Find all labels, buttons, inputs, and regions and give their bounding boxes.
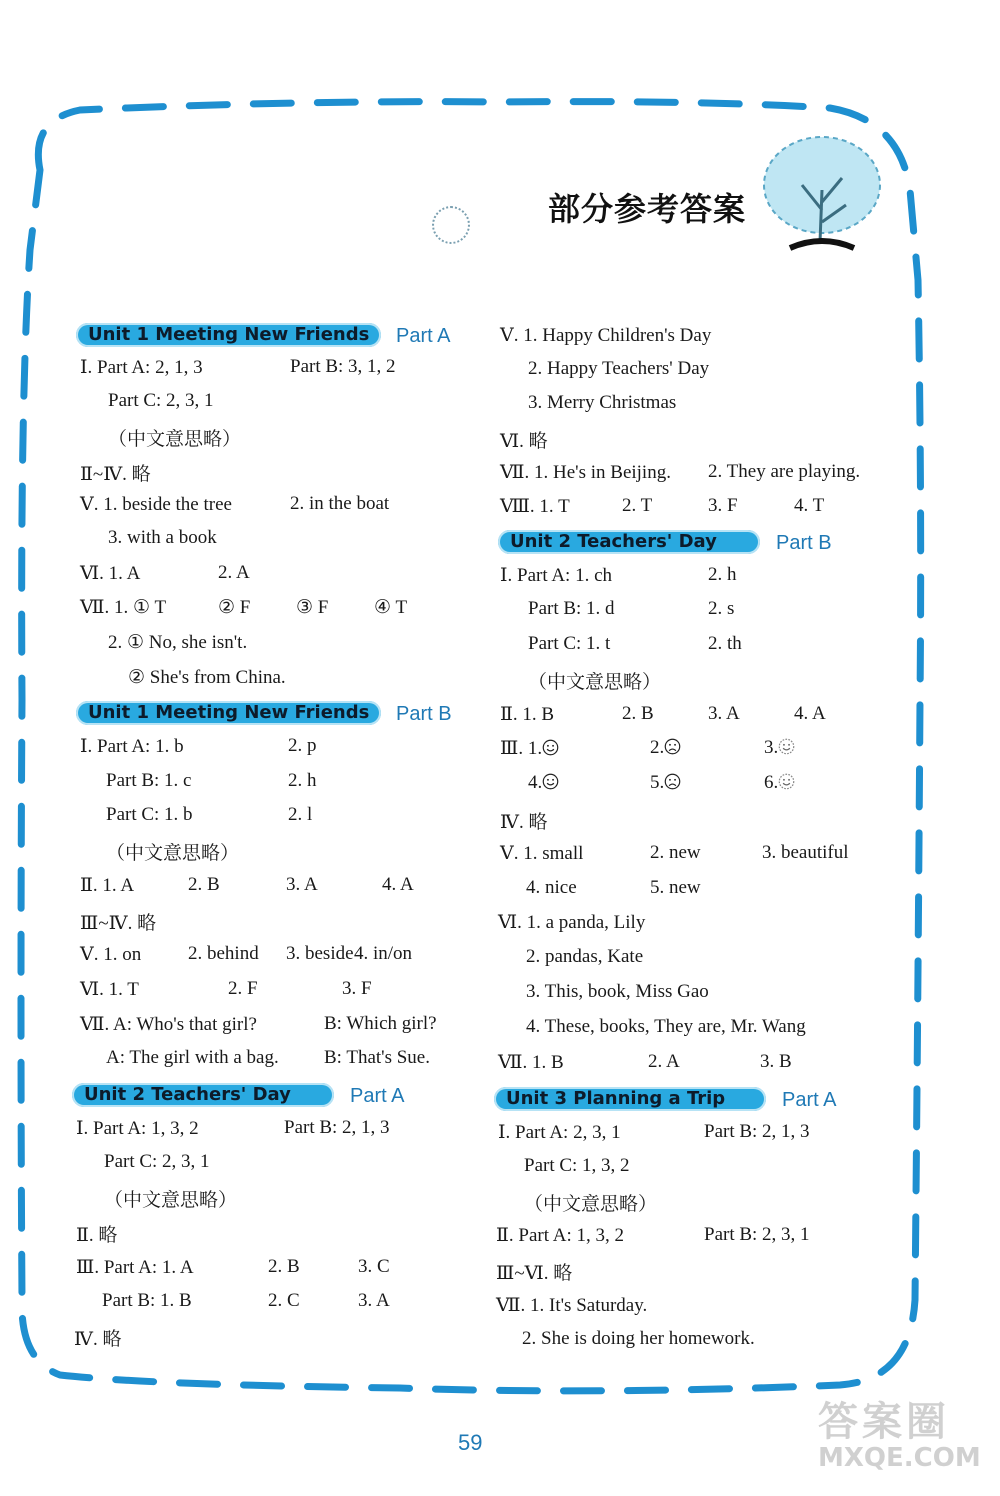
answer-line: 5. new	[650, 877, 701, 898]
answer-line: Ⅴ. 1. on	[80, 944, 142, 965]
answer-line: Part B: 2, 1, 3	[284, 1117, 390, 1138]
answer-line: 2. l	[288, 804, 313, 825]
answer-line: 4. A	[382, 874, 414, 895]
answer-line	[528, 772, 559, 794]
answer-label: Ⅲ. 1.	[500, 738, 543, 759]
answer-line: Part C: 1. b	[106, 804, 193, 825]
answer-line: Part C: 2, 3, 1	[108, 390, 214, 411]
happy-face-icon	[778, 773, 795, 790]
answer-line: 2. in the boat	[290, 493, 390, 514]
answer-line: Part B: 1. B	[102, 1290, 192, 1311]
answer-line: Part B: 2, 3, 1	[704, 1224, 810, 1245]
answer-line: Part C: 1. t	[528, 633, 611, 654]
answer-line	[650, 737, 681, 759]
happy-face-icon	[542, 773, 559, 790]
unit-banner-label: Unit 2 Teachers' Day	[510, 531, 717, 552]
answer-line: Ⅳ. 略	[500, 812, 548, 833]
answer-line: ④ T	[374, 597, 408, 618]
answer-line: 2. th	[708, 633, 742, 654]
unit-banner-label: Unit 3 Planning a Trip	[506, 1088, 726, 1109]
answer-line	[500, 737, 559, 760]
answer-line: Ⅶ. A: Who's that girl?	[80, 1014, 257, 1035]
answer-line: Ⅵ. 略	[500, 431, 548, 452]
answer-line: （中文意思略）	[528, 672, 662, 693]
answer-line: Ⅵ. 1. a panda, Lily	[498, 912, 646, 933]
unit-banner	[72, 1083, 334, 1107]
answer-line: 2. s	[708, 598, 735, 619]
unit-banner	[76, 701, 381, 725]
answer-line: 4. A	[794, 703, 826, 724]
answer-line: 2. T	[622, 495, 653, 516]
answer-line: 4. nice	[526, 877, 577, 898]
page-number: 59	[458, 1430, 483, 1455]
answer-line: Ⅶ. 1. He's in Beijing.	[500, 462, 671, 483]
answer-line: Ⅰ. Part A: 1, 3, 2	[76, 1118, 199, 1139]
answer-line: 3. This, book, Miss Gao	[526, 981, 709, 1002]
sad-face-icon	[664, 738, 681, 755]
answer-line: 3. Merry Christmas	[528, 392, 677, 413]
unit-banner	[498, 530, 760, 554]
part-label: Part B	[396, 703, 452, 725]
answer-line: 4. These, books, They are, Mr. Wang	[526, 1016, 806, 1037]
answer-line: ③ F	[296, 597, 329, 618]
answer-line: （中文意思略）	[108, 429, 242, 450]
answer-line: Ⅴ. 1. Happy Children's Day	[500, 325, 712, 346]
answer-line: 3. B	[760, 1051, 792, 1072]
unit-banner-label: Unit 2 Teachers' Day	[84, 1084, 291, 1105]
answer-line: 2. ① No, she isn't.	[108, 632, 248, 653]
tree-illustration-icon	[742, 130, 892, 260]
answer-line: Part C: 1, 3, 2	[524, 1155, 630, 1176]
answer-line: Ⅳ. 略	[74, 1329, 122, 1350]
answer-line: Ⅵ. 1. A	[80, 563, 141, 584]
answer-line: 3. C	[358, 1256, 390, 1277]
answer-line	[764, 737, 795, 759]
answer-label: 3.	[764, 737, 779, 758]
answer-line	[764, 772, 795, 794]
answer-line: 3. A	[358, 1290, 390, 1311]
answer-label: 4.	[528, 772, 543, 793]
answer-line: Ⅴ. 1. small	[500, 843, 584, 864]
answer-line: （中文意思略）	[524, 1194, 658, 1215]
unit-banner-label: Unit 1 Meeting New Friends	[88, 702, 370, 723]
answer-line: ② She's from China.	[128, 667, 286, 688]
answer-line: 2. B	[268, 1256, 300, 1277]
watermark	[818, 1390, 981, 1473]
answer-line: 2. C	[268, 1290, 300, 1311]
unit-banner-label: Unit 1 Meeting New Friends	[88, 324, 370, 345]
answer-line: Ⅲ. Part A: 1. A	[76, 1257, 194, 1278]
unit-banner	[494, 1087, 766, 1111]
answer-line: 2. F	[228, 978, 258, 999]
answer-line: 2. B	[188, 874, 220, 895]
answer-line: Ⅰ. Part A: 1. b	[80, 736, 184, 757]
sad-face-icon	[664, 773, 681, 790]
watermark-url: MXQE.COM	[818, 1443, 981, 1473]
answer-line: 3. beside	[286, 943, 354, 964]
answer-line: Ⅴ. 1. beside the tree	[80, 494, 232, 515]
answer-line: 2. A	[648, 1051, 680, 1072]
answer-line: 2. h	[288, 770, 317, 791]
answer-label: 2.	[650, 737, 665, 758]
answer-line: Ⅰ. Part A: 1. ch	[500, 565, 612, 586]
answer-line: 2. h	[708, 564, 737, 585]
part-label: Part A	[782, 1089, 837, 1111]
answer-line: 2. A	[218, 562, 250, 583]
answer-line: B: Which girl?	[324, 1013, 437, 1034]
answer-line: 4. in/on	[354, 943, 413, 964]
dotted-circle-decoration	[432, 206, 470, 244]
answer-line: 3. with a book	[108, 527, 217, 548]
answer-line: Ⅶ. 1. ① T	[80, 597, 167, 618]
happy-face-icon	[778, 738, 795, 755]
answer-line: Ⅱ. 1. A	[80, 875, 135, 896]
answer-line: 3. F	[342, 978, 372, 999]
answer-line: （中文意思略）	[106, 843, 240, 864]
answer-line: Ⅱ~Ⅳ. 略	[80, 464, 151, 485]
answer-line: ② F	[218, 597, 251, 618]
part-label: Part A	[396, 325, 451, 347]
answer-line: Ⅱ. Part A: 1, 3, 2	[496, 1225, 624, 1246]
answer-line: 2. B	[622, 703, 654, 724]
answer-line: Part B: 3, 1, 2	[290, 356, 396, 377]
page-title: 部分参考答案	[548, 190, 747, 228]
answer-line: Ⅲ~Ⅳ. 略	[80, 913, 157, 934]
answer-line: B: That's Sue.	[324, 1047, 430, 1068]
answer-line: Part B: 1. d	[528, 598, 615, 619]
answer-line: Ⅷ. 1. T	[500, 496, 570, 517]
answer-line: 3. A	[708, 703, 740, 724]
answer-line: Ⅱ. 1. B	[500, 704, 555, 725]
answer-line: 2. Happy Teachers' Day	[528, 358, 710, 379]
answer-line: A: The girl with a bag.	[106, 1047, 279, 1068]
answer-line: Part C: 2, 3, 1	[104, 1151, 210, 1172]
answer-line: 2. new	[650, 842, 701, 863]
answer-line: 2. She is doing her homework.	[522, 1328, 755, 1349]
answer-line: 3. A	[286, 874, 318, 895]
answer-line: Ⅰ. Part A: 2, 3, 1	[498, 1122, 621, 1143]
answer-line: Ⅲ~Ⅵ. 略	[496, 1263, 573, 1284]
answer-line: Ⅶ. 1. B	[498, 1052, 564, 1073]
answer-line: 2. p	[288, 735, 317, 756]
answer-line: Part B: 2, 1, 3	[704, 1121, 810, 1142]
answer-label: 5.	[650, 772, 665, 793]
answer-line: Ⅰ. Part A: 2, 1, 3	[80, 357, 203, 378]
happy-face-icon	[542, 739, 559, 756]
part-label: Part A	[350, 1085, 405, 1107]
unit-banner	[76, 323, 381, 347]
answer-line: 3. F	[708, 495, 738, 516]
answer-line	[650, 772, 681, 794]
answer-line: Ⅱ. 略	[76, 1225, 118, 1246]
answer-line: （中文意思略）	[104, 1190, 238, 1211]
answer-line: 3. beautiful	[762, 842, 849, 863]
answer-line: 2. behind	[188, 943, 259, 964]
answer-line: 2. They are playing.	[708, 461, 861, 482]
answer-line: Part B: 1. c	[106, 770, 192, 791]
answer-line: Ⅵ. 1. T	[80, 979, 139, 1000]
answer-line: 2. pandas, Kate	[526, 946, 644, 967]
answer-line: Ⅶ. 1. It's Saturday.	[496, 1295, 648, 1316]
answer-label: 6.	[764, 772, 779, 793]
watermark-logo-text: 答案圈	[818, 1399, 950, 1445]
part-label: Part B	[776, 532, 832, 554]
answer-line: 4. T	[794, 495, 825, 516]
